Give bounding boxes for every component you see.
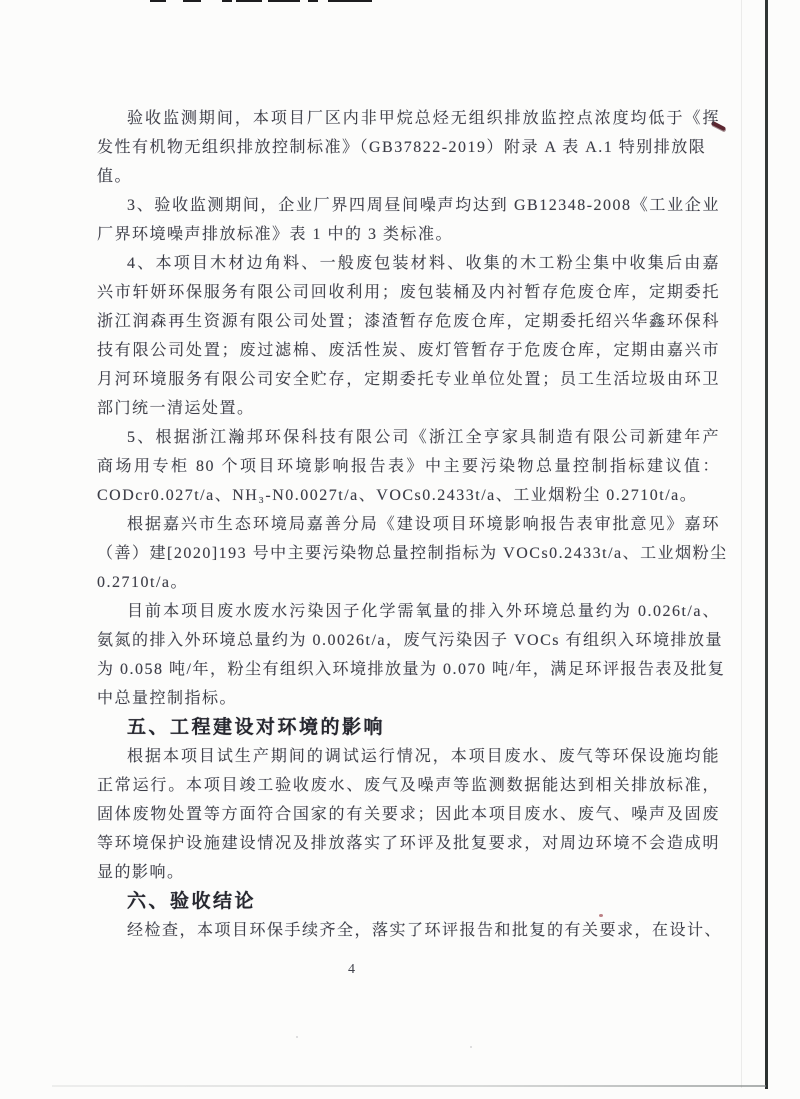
scanner-edge-dash [183, 0, 201, 2]
section-heading [97, 713, 720, 742]
text-line: 5、根据浙江瀚邦环保科技有限公司《浙江全亨家具制造有限公司新建年产 [127, 429, 720, 446]
scanner-edge-dash [308, 0, 318, 2]
paragraph [97, 742, 720, 887]
text-line: 五、工程建设对环境的影响 [127, 717, 386, 738]
text-line: 3、验收监测期间，企业厂界四周昼间噪声均达到 GB12348-2008《工业企业 [127, 197, 720, 214]
paragraph [97, 423, 720, 510]
paragraph [97, 249, 720, 423]
text-line: 根据本项目试生产期间的调试运行情况，本项目废水、废气等环保设施均能 [127, 748, 720, 765]
scanner-edge-dash [268, 0, 300, 2]
paragraph [97, 597, 726, 713]
text-line: 厂界环境噪声排放标准》表 1 中的 3 类标准。 [97, 226, 454, 243]
text-line: 氨氮的排入外环境总量约为 0.0026t/a，废气污染因子 VOCs 有组织入环境排放量 [97, 632, 724, 649]
text-line: 六、验收结论 [127, 891, 257, 912]
text-line: 中总量控制指标。 [97, 690, 238, 707]
text-line: CODcr0.027t/a、NH₃-N0.0027t/a、VOCs0.2433t/a、工业烟粉尘 0.2710t/a。 [97, 487, 698, 504]
scanner-edge-dash [150, 0, 166, 2]
text-line: 正常运行。本项目竣工验收废水、废气及噪声等监测数据能达到相关排放标准， [97, 777, 720, 794]
text-line: 等环境保护设施建设情况及排放落实了环评及批复要求，对周边环境不会造成明 [97, 835, 720, 852]
paragraph [97, 104, 720, 191]
text-line: 部门统一清运处置。 [97, 400, 255, 417]
scanner-edge-dash [222, 0, 232, 2]
text-line: 经检查，本项目环保手续齐全，落实了环评报告和批复的有关要求，在设计、 [127, 922, 723, 939]
text-line: （善）建[2020]193 号中主要污染物总量控制指标为 VOCs0.2433t/a、工业烟粉尘 [97, 545, 728, 562]
text-line: 发性有机物无组织排放控制标准》（GB37822-2019）附录 A 表 A.1 特别排放限 [97, 139, 707, 156]
paper-speck [470, 1046, 472, 1048]
paper-speck [296, 1036, 298, 1038]
text-line: 月河环境服务有限公司安全贮存，定期委托专业单位处置；员工生活垃圾由环卫 [97, 371, 720, 388]
text-line: 技有限公司处置；废过滤棉、废活性炭、废灯管暂存于危废仓库，定期由嘉兴市 [97, 342, 720, 359]
text-line: 商场用专柜 80 个项目环境影响报告表》中主要污染物总量控制指标建议值： [97, 458, 720, 475]
scanner-edge-line-right [765, 0, 768, 1089]
text-line: 验收监测期间，本项目厂区内非甲烷总烃无组织排放监控点浓度均低于《挥 [127, 110, 720, 127]
scanner-edge-line-bottom [52, 1085, 766, 1087]
section-heading [97, 887, 720, 916]
paper-crease-line [741, 0, 742, 1088]
paragraph [97, 510, 728, 597]
document-body [97, 104, 728, 945]
text-line: 根据嘉兴市生态环境局嘉善分局《建设项目环境影响报告表审批意见》嘉环 [127, 516, 720, 533]
text-line: 值。 [97, 168, 133, 185]
paragraph [97, 916, 723, 945]
scanner-edge-dash [328, 0, 372, 2]
paragraph [97, 191, 720, 249]
text-line: 4、本项目木材边角料、一般废包装材料、收集的木工粉尘集中收集后由嘉 [127, 255, 720, 272]
text-line: 浙江润森再生资源有限公司处置；漆渣暂存危废仓库，定期委托绍兴华鑫环保科 [97, 313, 720, 330]
page-number: 4 [348, 962, 355, 977]
text-line: 兴市轩妍环保服务有限公司回收利用；废包装桶及内衬暂存危废仓库，定期委托 [97, 284, 720, 301]
text-line: 0.2710t/a。 [97, 574, 188, 591]
scanner-edge-dash [236, 0, 262, 2]
text-line: 固体废物处置等方面符合国家的有关要求；因此本项目废水、废气、噪声及固废 [97, 806, 720, 823]
text-line: 显的影响。 [97, 864, 185, 881]
text-line: 为 0.058 吨/年，粉尘有组织入环境排放量为 0.070 吨/年，满足环评报告表及批复 [97, 661, 726, 678]
text-line: 目前本项目废水废水污染因子化学需氧量的排入外环境总量约为 0.026t/a、 [127, 603, 720, 620]
